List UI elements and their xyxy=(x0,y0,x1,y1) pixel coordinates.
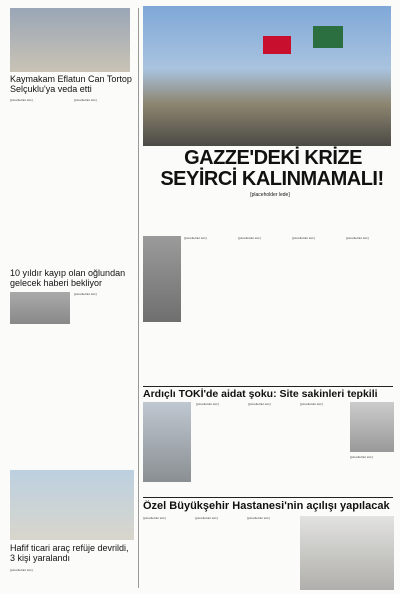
photo-kaza xyxy=(10,470,134,540)
article-kayip-text-2: [placeholder text] xyxy=(74,292,97,296)
photo-toki xyxy=(143,402,191,482)
headline-toki: Ardıçlı TOKİ'de aidat şoku: Site sakinleri tepkili xyxy=(143,388,378,400)
article-gazze-text-3: [placeholder text] xyxy=(292,236,315,240)
article-gazze-text-2: [placeholder text] xyxy=(238,236,261,240)
section-rule xyxy=(143,386,393,387)
headline-kayip-oglu: 10 yıldır kayıp olan oğlundan gelecek haberi bekliyor xyxy=(10,268,126,288)
column-divider xyxy=(138,8,139,588)
article-toki-text-3: [placeholder text] xyxy=(300,402,323,406)
article-gazze-text-4: [placeholder text] xyxy=(346,236,369,240)
flag xyxy=(263,36,291,54)
photo-gazze-main xyxy=(143,6,391,146)
article-hastane-text-3: [placeholder text] xyxy=(247,516,270,520)
section-rule xyxy=(143,497,393,498)
photo-hastane xyxy=(300,516,394,590)
article-toki-text-1: [placeholder text] xyxy=(196,402,219,406)
headline-kaza: Hafif ticari araç refüje devrildi, 3 kişi yaralandı xyxy=(10,543,129,563)
article-kaza-text: [placeholder text] xyxy=(10,568,33,572)
headline-hastane: Özel Büyükşehir Hastanesi'nin açılışı yapılacak xyxy=(143,500,390,512)
article-toki-text-4: [placeholder text] xyxy=(350,455,373,459)
headline-gazze-line1: GAZZE'DEKİ KRİZE xyxy=(184,147,362,169)
photo-toki-2 xyxy=(350,402,394,452)
article-kaymakam-text-2: [placeholder text] xyxy=(74,98,97,102)
flag xyxy=(313,26,343,48)
headline-kaymakam: Kaymakam Eflatun Can Tortop Selçuklu'ya veda etti xyxy=(10,74,132,94)
article-hastane-text-2: [placeholder text] xyxy=(195,516,218,520)
article-gazze-text-1: [placeholder text] xyxy=(184,236,207,240)
article-hastane-text-1: [placeholder text] xyxy=(143,516,166,520)
article-kaymakam-text: [placeholder text] xyxy=(10,98,33,102)
article-toki-text-2: [placeholder text] xyxy=(248,402,271,406)
photo-kaymakam xyxy=(10,8,130,72)
lede-gazze: [placeholder lede] xyxy=(250,192,290,198)
headline-gazze-line2: SEYİRCİ KALINMAMALI! xyxy=(160,168,384,190)
photo-gazze-secondary xyxy=(143,236,181,322)
photo-kayip xyxy=(10,292,70,324)
